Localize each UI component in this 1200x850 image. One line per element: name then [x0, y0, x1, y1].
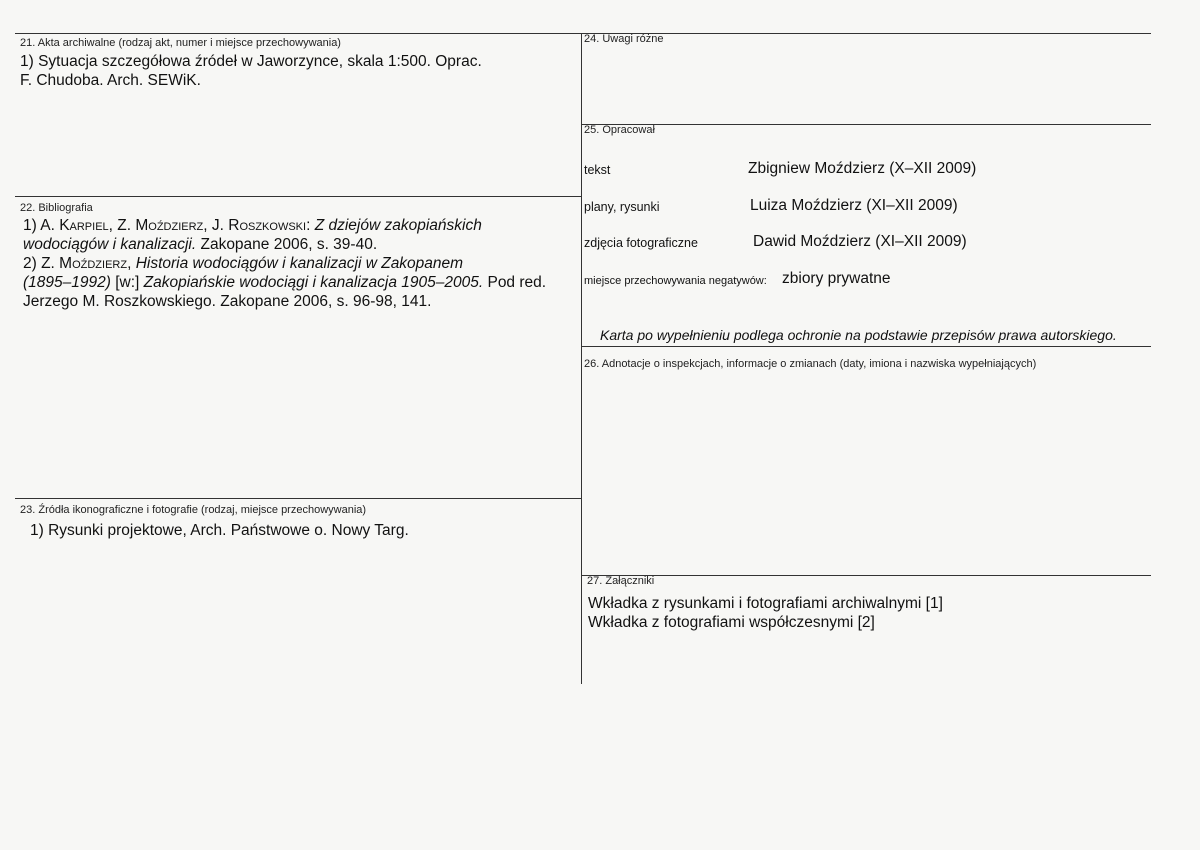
section-23-label: 23. Źródła ikonograficzne i fotografie (rodzaj, miejsce przechowywania): [20, 504, 367, 516]
section-26-label: 26. Adnotacje o inspekcjach, informacje o zmianach (daty, imiona i nazwiska wypełniających): [584, 358, 1037, 370]
bibliography-entry-2-line-1: [23, 254, 546, 273]
divider-22-23: [15, 498, 581, 499]
section-25-label: 25. Opracował: [584, 124, 655, 136]
divider-21-22: [15, 196, 581, 197]
separator: , J.: [203, 217, 229, 234]
attachment-item: Wkładka z fotografiami współczesnymi [2]: [588, 614, 875, 631]
negatives-location-value: zbiory prywatne: [782, 270, 891, 287]
author-name: Roszkowski: [228, 217, 307, 234]
publication-details: Pod red.: [483, 274, 547, 291]
divider-24-25: [581, 124, 1151, 125]
bibliography-entry-1-line-1: [23, 216, 546, 235]
center-divider-line: [581, 33, 582, 684]
credit-key-text: tekst: [584, 163, 611, 177]
work-title: Zakopiańskie wodociągi i kanalizacja 1905–2005.: [143, 274, 484, 291]
section-21-line: 1) Sytuacja szczegółowa źródeł w Jaworzynce, skala 1:500. Oprac.: [20, 53, 482, 70]
work-title: Z dziejów zakopiańskich: [314, 217, 482, 234]
section-21-content: [20, 52, 482, 90]
section-23-content: [30, 521, 409, 540]
author-name: Karpiel: [59, 217, 109, 234]
negatives-location-key: miejsce przechowywania negatywów:: [584, 275, 767, 287]
separator: :: [306, 217, 315, 234]
credit-value-text: Zbigniew Moździerz (X–XII 2009): [748, 160, 977, 177]
section-21-line: F. Chudoba. Arch. SEWiK.: [20, 72, 201, 89]
bibliography-entry-2-line-2: [23, 273, 546, 292]
credit-key-drawings: plany, rysunki: [584, 200, 660, 214]
top-border-line: [15, 33, 1151, 34]
entry-prefix: 1) A.: [23, 217, 60, 234]
divider-25-26: [581, 346, 1151, 347]
entry-prefix: 2) Z.: [23, 255, 60, 272]
bibliography-entry-2-line-3: Jerzego M. Roszkowskiego. Zakopane 2006, s. 96-98, 141.: [23, 293, 432, 310]
attachment-item: Wkładka z rysunkami i fotografiami archiwalnymi [1]: [588, 595, 943, 612]
section-22-label: 22. Bibliografia: [20, 202, 93, 214]
copyright-note: Karta po wypełnieniu podlega ochronie na podstawie przepisów prawa autorskiego.: [600, 327, 1117, 343]
credit-key-photos: zdjęcia fotograficzne: [584, 236, 698, 250]
in-marker: [w:]: [110, 274, 144, 291]
publication-details: Zakopane 2006, s. 39-40.: [196, 236, 378, 253]
divider-26-27: [581, 575, 1151, 576]
section-24-label: 24. Uwagi różne: [584, 33, 664, 45]
work-title: wodociągów i kanalizacji.: [23, 236, 197, 253]
bibliography-entry-1-line-2: [23, 235, 546, 254]
work-title: (1895–1992): [23, 274, 111, 291]
author-name: Moździerz: [135, 217, 204, 234]
separator: ,: [127, 255, 136, 272]
credit-value-drawings: Luiza Moździerz (XI–XII 2009): [750, 197, 958, 214]
separator: , Z.: [108, 217, 136, 234]
section-27-content: [588, 594, 943, 632]
credit-value-photos: Dawid Moździerz (XI–XII 2009): [753, 233, 967, 250]
section-21-label: 21. Akta archiwalne (rodzaj akt, numer i miejsce przechowywania): [20, 37, 341, 49]
work-title: Historia wodociągów i kanalizacji w Zakopanem: [135, 255, 464, 272]
section-27-label: 27. Załączniki: [587, 575, 655, 587]
section-23-line: 1) Rysunki projektowe, Arch. Państwowe o. Nowy Targ.: [30, 522, 409, 539]
author-name: Moździerz: [59, 255, 128, 272]
section-22-content: [23, 216, 546, 311]
